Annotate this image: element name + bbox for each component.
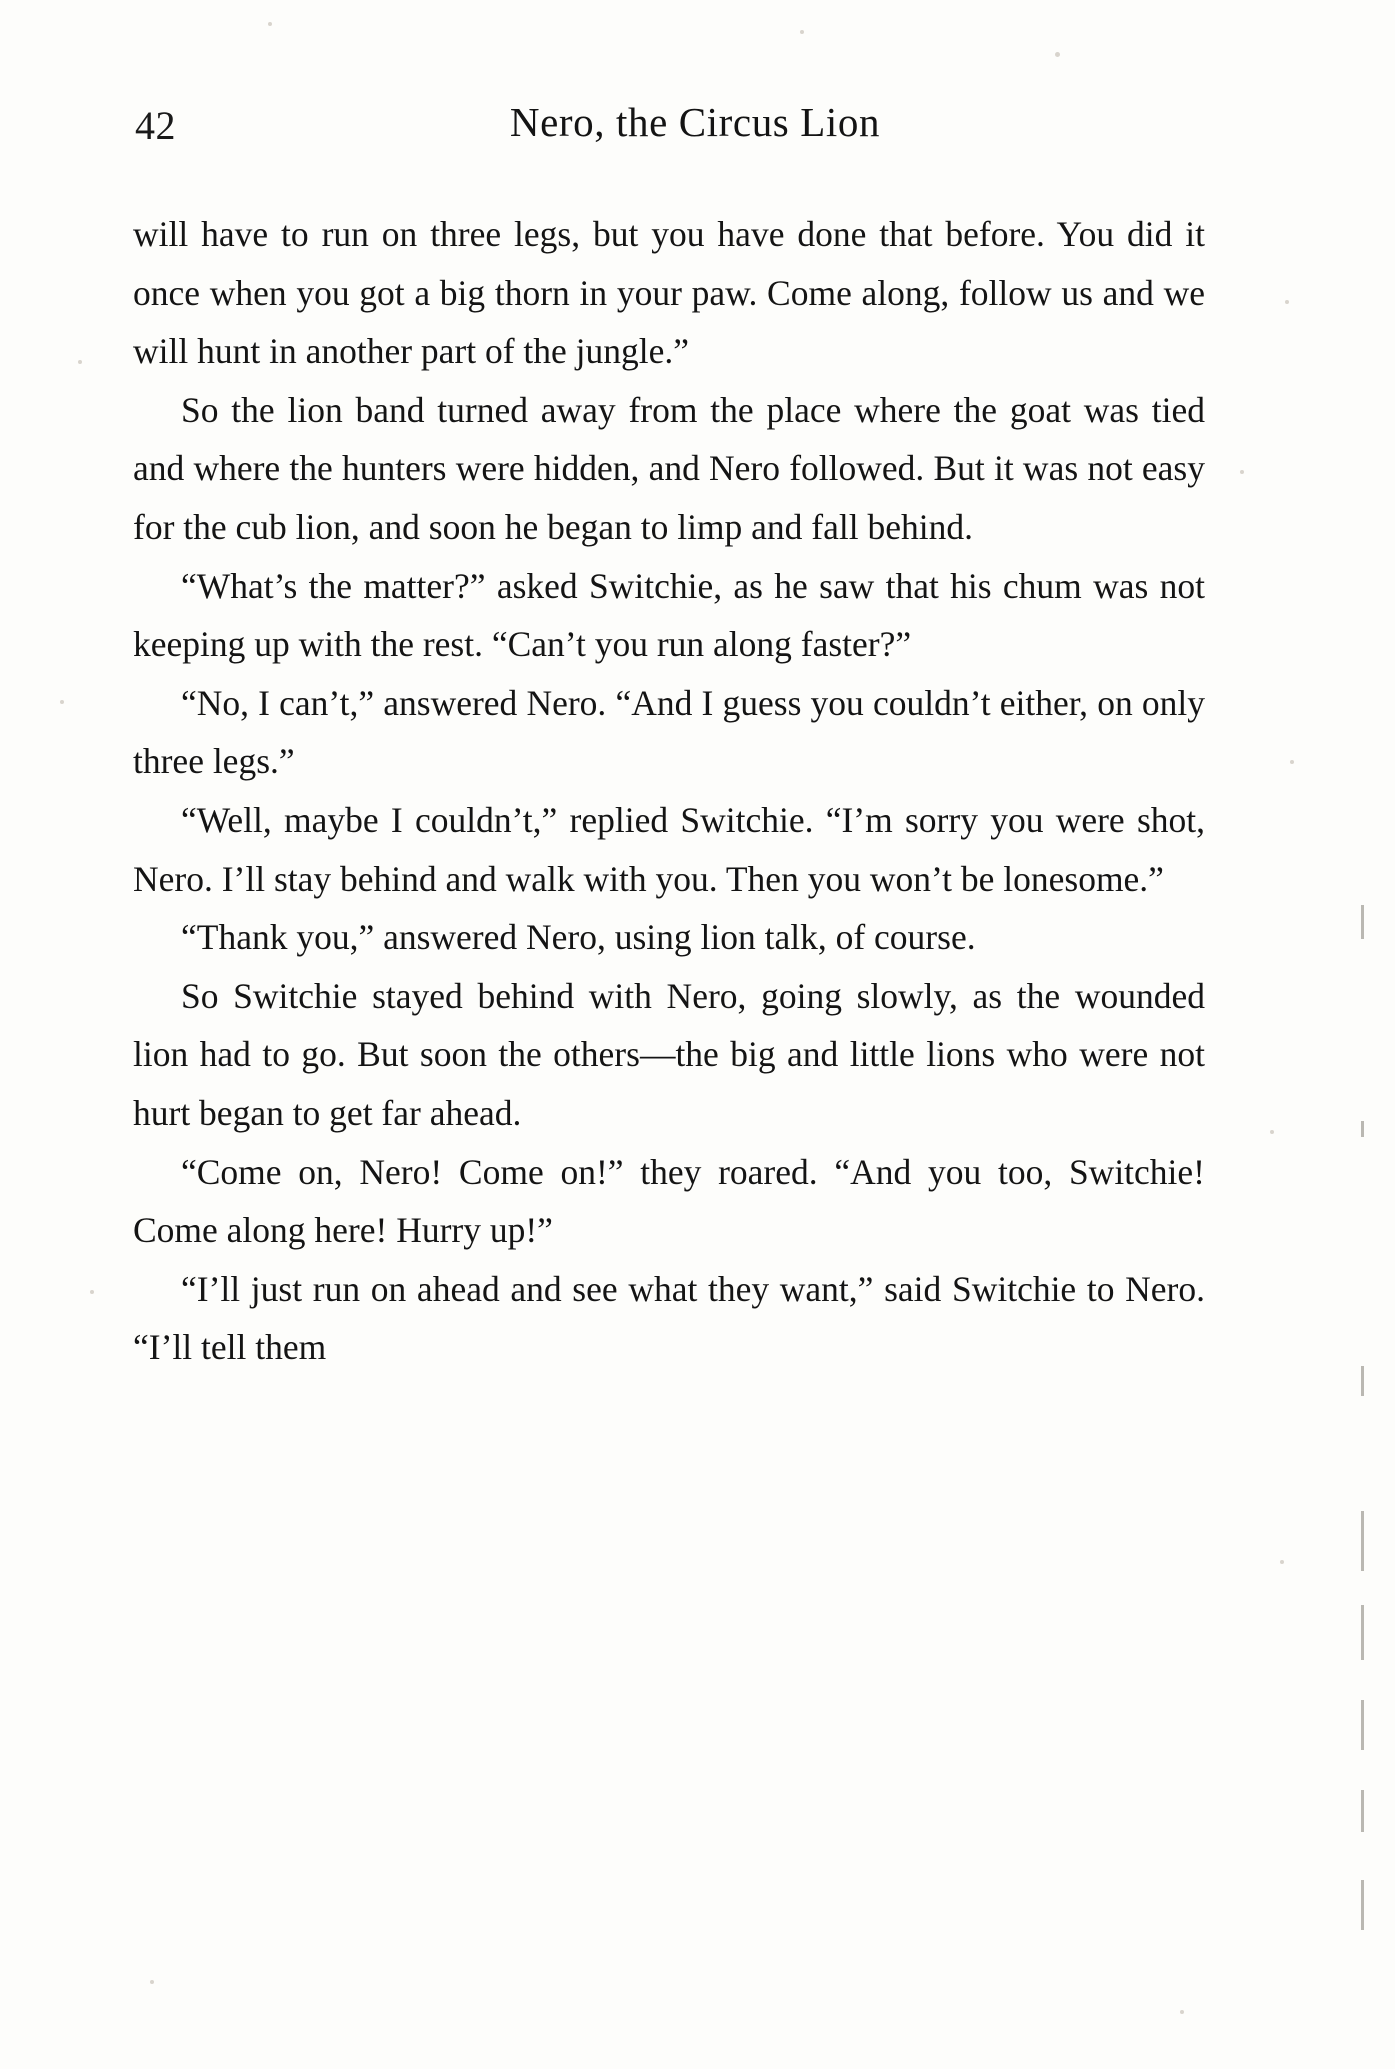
paragraph: So Switchie stayed behind with Nero, going slowly, as the wounded lion had to go. But soon the others—the big and little lions who were not hurt began to get far ahead. [133, 975, 1205, 1133]
edge-mark [1361, 1880, 1364, 1930]
edge-mark [1361, 1605, 1364, 1660]
paragraph: “Come on, Nero! Come on!” they roared. “And you too, Switchie! Come along here! Hurry up!” [133, 1151, 1205, 1251]
paragraph: “No, I can’t,” answered Nero. “And I guess you couldn’t either, on only three legs.” [133, 682, 1205, 782]
paragraph: “What’s the matter?” asked Switchie, as he saw that his chum was not keeping up with the rest. “Can’t you run along faster?” [133, 565, 1205, 665]
page-speckle [1285, 300, 1289, 304]
page-header [135, 98, 1225, 158]
page-speckle [1180, 2010, 1184, 2014]
page-speckle [1240, 470, 1244, 474]
page-speckle [268, 22, 272, 26]
edge-mark [1361, 1121, 1364, 1137]
page-speckle [150, 1980, 154, 1984]
page-number: 42 [135, 103, 176, 148]
page-body-text [133, 205, 1205, 1377]
page-speckle [1270, 1130, 1274, 1134]
page-speckle [78, 360, 82, 364]
edge-mark [1361, 905, 1364, 939]
page-speckle [90, 1290, 94, 1294]
page-speckle [60, 700, 64, 704]
edge-mark [1361, 1700, 1364, 1750]
page-speckle [800, 30, 804, 34]
edge-mark [1361, 1790, 1364, 1832]
paragraph: So the lion band turned away from the place where the goat was tied and where the hunters were hidden, and Nero followed. But it was not easy for the cub lion, and soon he began to limp and fall behind. [133, 389, 1205, 547]
edge-mark [1361, 1366, 1364, 1396]
page-speckle [1290, 760, 1294, 764]
scan-edge-artifacts [1335, 0, 1395, 2069]
paragraph: “Well, maybe I couldn’t,” replied Switchie. “I’m sorry you were shot, Nero. I’ll stay behind and walk with you. Then you won’t be lonesome.” [133, 799, 1205, 899]
edge-mark [1361, 1511, 1364, 1571]
running-title: Nero, the Circus Lion [509, 99, 881, 145]
page-speckle [1055, 52, 1060, 57]
paragraph: will have to run on three legs, but you have done that before. You did it once when you got a big thorn in your paw. Come along, follow us and we will hunt in another part of the jungle.” [133, 214, 1205, 372]
page-speckle [1280, 1560, 1284, 1564]
paragraph: “I’ll just run on ahead and see what they want,” said Switchie to Nero. “I’ll tell them [133, 1268, 1205, 1368]
paragraph: “Thank you,” answered Nero, using lion talk, of course. [181, 917, 976, 958]
